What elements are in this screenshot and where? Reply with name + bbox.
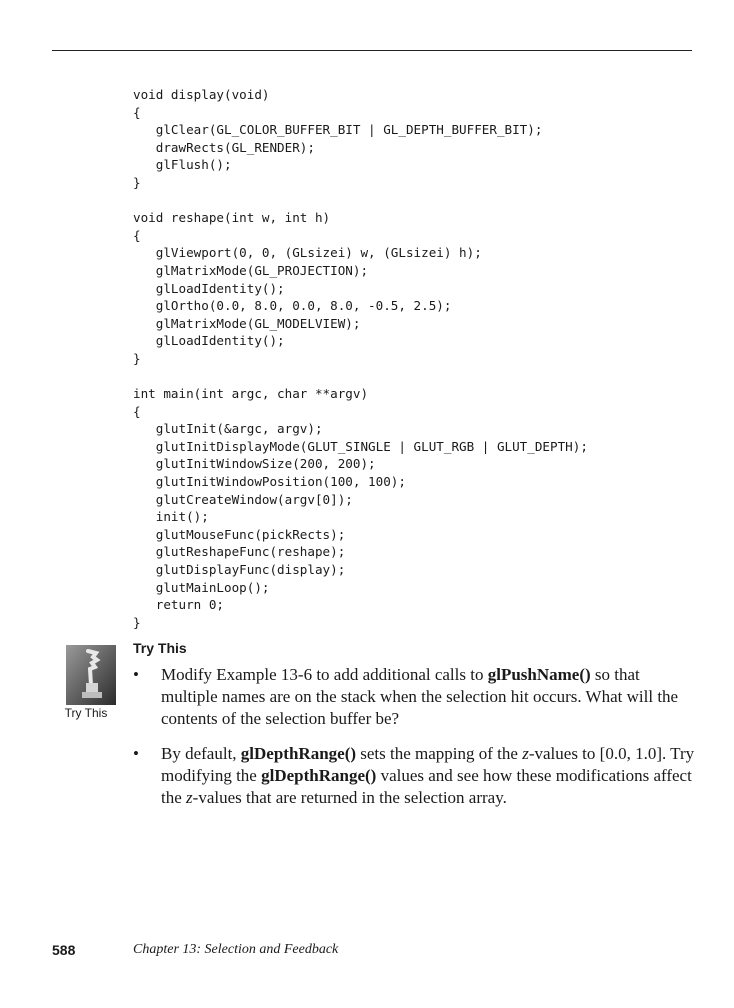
code-line: } — [133, 614, 141, 630]
code-line: { — [133, 403, 141, 419]
code-line — [133, 192, 588, 210]
bullet-icon: • — [133, 665, 139, 684]
try-this-icon-label: Try This — [64, 706, 108, 720]
code-line: glLoadIdentity(); — [133, 280, 285, 296]
code-line: void reshape(int w, int h) — [133, 210, 331, 226]
page-number: 588 — [52, 942, 76, 958]
variable-z: z — [186, 788, 193, 807]
code-line: drawRects(GL_RENDER); — [133, 139, 315, 155]
code-line: glutDisplayFunc(display); — [133, 562, 346, 578]
code-line: glViewport(0, 0, (GLsizei) w, (GLsizei) h); — [133, 245, 482, 261]
code-line: } — [133, 350, 141, 366]
bullet-text: -values to [0.0, 1.0]. Try modifying the — [161, 744, 695, 785]
code-line — [133, 368, 588, 386]
function-name: glDepthRange() — [240, 744, 357, 763]
code-line: } — [133, 174, 141, 190]
code-line: glutMouseFunc(pickRects); — [133, 526, 346, 542]
code-line: void display(void) — [133, 87, 270, 102]
bullet-text: -values that are returned in the selection array. — [192, 788, 507, 807]
try-this-heading: Try This — [133, 640, 187, 656]
code-line: int main(int argc, char **argv) — [133, 386, 369, 402]
code-line: glutReshapeFunc(reshape); — [133, 544, 346, 560]
code-line: return 0; — [133, 597, 224, 613]
code-line: glLoadIdentity(); — [133, 333, 285, 349]
joystick-icon — [66, 645, 116, 705]
code-line: glMatrixMode(GL_PROJECTION); — [133, 262, 369, 278]
code-line: { — [133, 227, 141, 243]
bullet-text: Modify Example 13-6 to add additional calls to — [161, 665, 488, 684]
code-line: { — [133, 104, 141, 120]
function-name: glDepthRange() — [261, 766, 377, 785]
header-rule — [52, 50, 692, 51]
bullet-text: values and see how these modifications affect the — [161, 766, 692, 807]
code-line: glutInitWindowPosition(100, 100); — [133, 474, 406, 490]
bullet-icon: • — [133, 744, 139, 763]
function-name: glPushName() — [487, 665, 591, 684]
code-line: glMatrixMode(GL_MODELVIEW); — [133, 315, 361, 331]
variable-z: z — [522, 744, 529, 763]
code-line: init(); — [133, 509, 209, 525]
try-this-badge — [55, 645, 117, 720]
try-this-list — [133, 664, 695, 822]
chapter-title: Chapter 13: Selection and Feedback — [133, 942, 339, 957]
code-line: glutMainLoop(); — [133, 579, 270, 595]
bullet-text: sets the mapping of the — [356, 744, 523, 763]
bullet-text: By default, — [161, 744, 241, 763]
list-item — [133, 664, 695, 730]
code-listing — [133, 86, 588, 631]
bullet-text: so that multiple names are on the stack when the selection hit occurs. What will the contents of the selection buffer be? — [161, 665, 679, 728]
code-line: glutInitDisplayMode(GLUT_SINGLE | GLUT_RGB | GLUT_DEPTH); — [133, 438, 588, 454]
code-line: glClear(GL_COLOR_BUFFER_BIT | GL_DEPTH_BUFFER_BIT); — [133, 122, 543, 138]
code-line: glFlush(); — [133, 157, 232, 173]
code-line: glutInit(&argc, argv); — [133, 421, 323, 437]
list-item — [133, 743, 695, 809]
code-line: glOrtho(0.0, 8.0, 0.0, 8.0, -0.5, 2.5); — [133, 298, 452, 314]
code-line: glutInitWindowSize(200, 200); — [133, 456, 376, 472]
code-line: glutCreateWindow(argv[0]); — [133, 491, 353, 507]
